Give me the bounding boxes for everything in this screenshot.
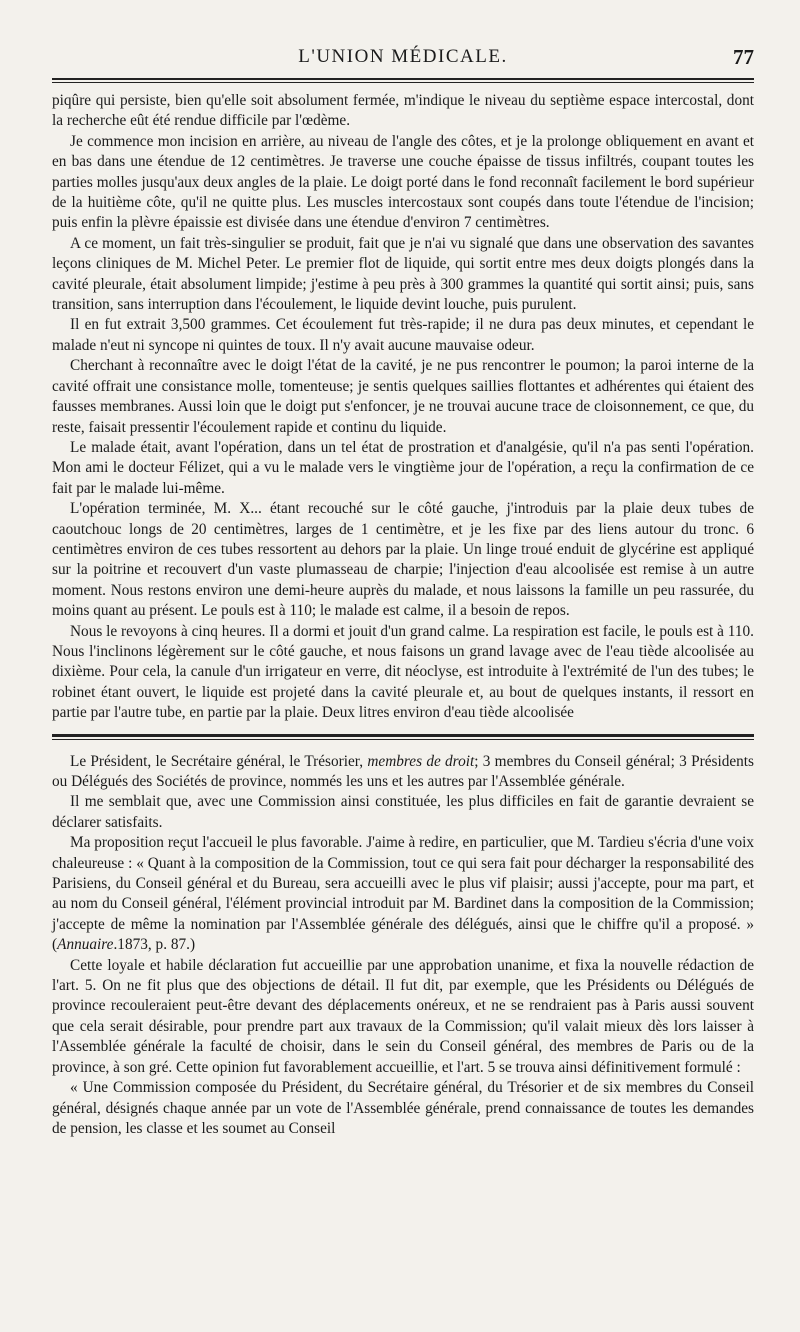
paragraph: Il me semblait que, avec une Commission ainsi constituée, les plus difficiles en fait de garantie devraient se déclarer satisfaits. [52,793,754,831]
paragraph [52,752,754,793]
page-number: 77 [733,45,754,69]
running-header [52,42,754,72]
italic-text: Annuaire [57,936,114,954]
paragraph: Nous le revoyons à cinq heures. Il a dormi et jouit d'un grand calme. La respiration est facile, le pouls est à 110. Nous l'inclinons légèrement sur le côté gauche, et nous faisons un grand lavage avec de l'eau tiède alcoolisée au dixième. Pour cela, la canule d'un irrigateur en verre, dit néoclyse, est introduite à l'extrémité de l'un des tubes; le robinet étant ouvert, le liquide est projeté dans la cavité pleurale et, au bout de quelques instants, il ressort en partie par l'autre tube, en partie par la plaie. Deux litres environ d'eau tiède alcoolisée [52,622,754,722]
paragraph [52,833,754,955]
paragraph: L'opération terminée, M. X... étant recouché sur le côté gauche, j'introduis par la plaie deux tubes de caoutchouc longs de 20 centimètres, larges de 1 centimètre, et je les fixe par des liens autour du tronc. 6 centimètres environ de ces tubes ressortent au dehors par la plaie. Un linge troué enduit de glycérine est appliqué sur la poitrine et recouvert d'un vaste plumasseau de charpie; l'injection d'eau alcoolisée est remise à un autre moment. Nous restons environ une demi-heure auprès du malade, et nous laissons la famille un peu rassurée, du moins quant au présent. Le pouls est à 110; le malade est calme, il a besoin de repos. [52,500,754,620]
text-run: .1873, p. 87.) [113,936,196,954]
italic-text: membres de droit [367,752,475,770]
paragraph: Le malade était, avant l'opération, dans un tel état de prostration et d'analgésie, qu'il n'a pas senti l'opération. Mon ami le docteur Félizet, qui a vu le malade vers le vingtième jour de l'opération, a reçu la confirmation de ce fait par le malade lui-même. [52,438,754,497]
text-run: Ma proposition reçut l'accueil le plus favorable. J'aime à redire, en particulier, que M. Tardieu s'écria d'une voix chaleureuse : « Quant à la composition de la Commission, tout ce qui sera fait pour décharger la responsabilité des Parisiens, du Conseil général et du Bureau, sera accueilli avec le plus vif plaisir; aussi j'accepte, pour ma part, et au nom du Conseil général, l'élément provincial introduit par M. Bardinet dans la composition de la Commission; j'accepte de même la nomination par l'Assemblée générale des délégués, ainsi que le chiffre qu'il a proposé. » ( [52,834,754,954]
paragraph: Cette loyale et habile déclaration fut accueillie par une approbation unanime, et fixa la nouvelle rédaction de l'art. 5. On ne fit plus que des objections de détail. Il fut dit, par exemple, que les Présidents ou Délégués de province recouleraient peut-être devant des déplacements onéreux, et ne se rendraient pas à Paris aussi souvent que cela serait désirable, pour prendre part aux travaux de la Commission; qu'il valait mieux dès lors laisser à l'Assemblée générale la faculté de choisir, dans le sein du Conseil général, des membres de Paris ou de la province, à son gré. Cette opinion fut favorablement accueillie, et l'art. 5 se trouva ainsi définitivement formulé : [52,956,754,1076]
paragraph: piqûre qui persiste, bien qu'elle soit absolument fermée, m'indique le niveau du septième espace intercostal, dont la recherche eût été rendue difficile par l'œdème. [52,92,754,130]
header-rule [52,78,754,83]
article-body [52,91,754,724]
journal-title: L'UNION MÉDICALE. [298,46,508,67]
paragraph: « Une Commission composée du Président, du Secrétaire général, du Trésorier et de six membres du Conseil général, désignés chaque année par un vote de l'Assemblée générale, prend connaissance de toutes les demandes de pension, les classe et les soumet au Conseil [52,1079,754,1137]
feuilleton-section [52,752,754,1140]
feuilleton-divider [52,734,754,740]
paragraph: Cherchant à reconnaître avec le doigt l'état de la cavité, je ne pus rencontrer le poumon; la paroi interne de la cavité offrait une consistance molle, tomenteuse; je sentis quelques saillies flottantes et adhérentes qui étaient des fausses membranes. Aussi loin que le doigt put s'enfoncer, je ne trouvai aucune trace de cloisonnement, ce que, du reste, faisait pressentir l'écoulement rapide et continu du liquide. [52,357,754,436]
paragraph: Je commence mon incision en arrière, au niveau de l'angle des côtes, et je la prolonge obliquement en avant et en bas dans une étendue de 12 centimètres. Je traverse une couche épaisse de tissus infiltrés, coupant toutes les parties molles jusqu'aux deux angles de la plaie. Le doigt porté dans le fond reconnaît facilement le bord supérieur de la huitième côte, qu'il ne quitte plus. Les muscles intercostaux sont coupés dans toute l'étendue de l'incision; puis enfin la plèvre épaissie est divisée dans une étendue d'environ 7 centimètres. [52,132,754,232]
paragraph: Il en fut extrait 3,500 grammes. Cet écoulement fut très-rapide; il ne dura pas deux minutes, et cependant le malade n'eut ni syncope ni quintes de toux. Il n'y avait aucune mauvaise odeur. [52,316,754,354]
paragraph: A ce moment, un fait très-singulier se produit, fait que je n'ai vu signalé que dans une observation des savantes leçons cliniques de M. Michel Peter. Le premier flot de liquide, qui sortit entre mes deux doigts plongés dans la cavité pleurale, était absolument limpide; j'estime à peu près à 300 grammes la quantité qui sortit ainsi; puis, sans transition, sans interruption dans l'écoulement, le liquide devint louche, puis purulent. [52,234,754,314]
text-run: ; 3 membres du Conseil général; 3 Présidents ou Délégués des Sociétés de province, nommés les uns et les autres par l'Assemblée générale. [52,752,754,790]
text-run: Le Président, le Secrétaire général, le Trésorier, [70,752,368,770]
